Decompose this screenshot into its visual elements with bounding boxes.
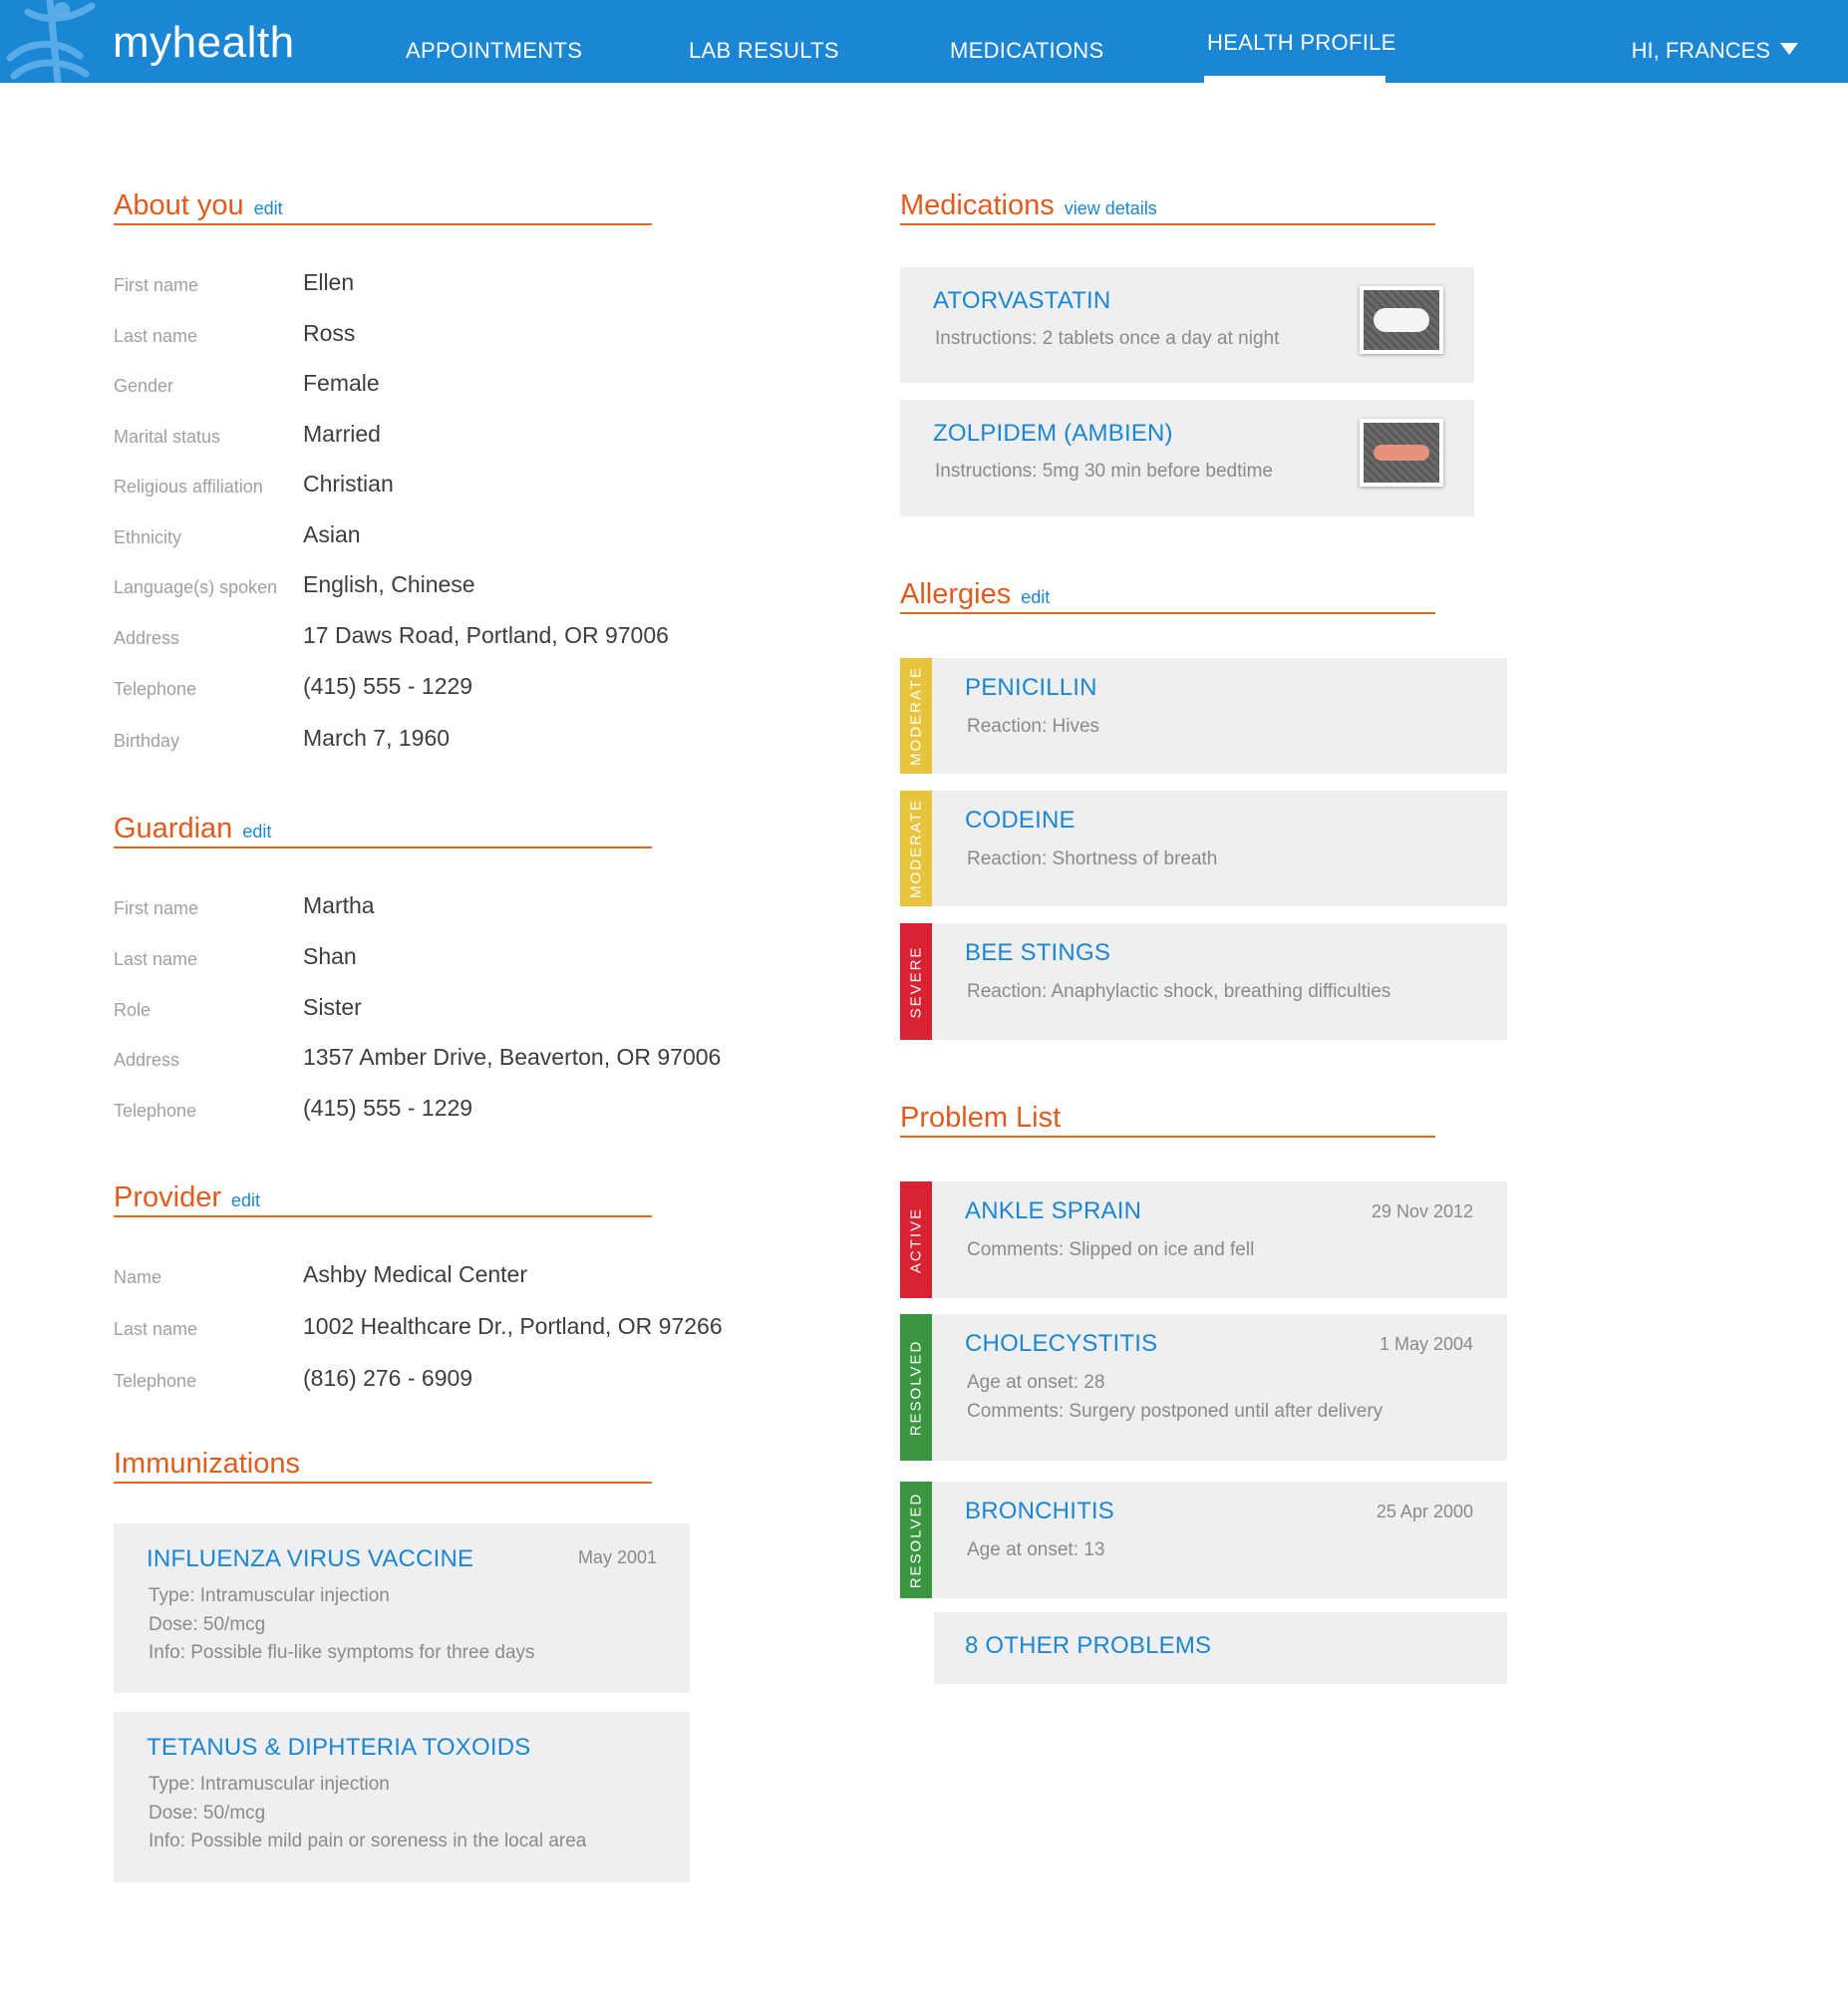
field-label: Address xyxy=(114,1050,180,1070)
field-value: 17 Daws Road, Portland, OR 97006 xyxy=(303,622,669,648)
app-logo-text[interactable]: myhealth xyxy=(113,18,295,67)
field-value: English, Chinese xyxy=(303,571,475,597)
field-label: Telephone xyxy=(114,679,197,699)
field-value: March 7, 1960 xyxy=(303,725,451,751)
view-details-link[interactable]: view details xyxy=(1064,198,1157,218)
immunization-card[interactable] xyxy=(114,1523,690,1693)
problem-list-title: Problem List xyxy=(900,1102,1062,1134)
medications-title: Medications xyxy=(900,189,1055,221)
medications-header xyxy=(900,189,1435,225)
provider-row xyxy=(114,1261,762,1291)
field-value: Asian xyxy=(303,521,361,547)
field-label: Last name xyxy=(114,949,198,969)
field-label: Birthday xyxy=(114,731,180,751)
field-label: Last name xyxy=(114,1319,198,1339)
problem-onset: Age at onset: 28 xyxy=(967,1372,1105,1393)
problem-name: BRONCHITIS xyxy=(965,1498,1115,1524)
immunization-card[interactable] xyxy=(114,1712,690,1882)
about-row xyxy=(114,421,762,451)
field-value: Ashby Medical Center xyxy=(303,1261,527,1287)
field-label: Religious affiliation xyxy=(114,477,263,497)
other-problems-label: 8 OTHER PROBLEMS xyxy=(965,1632,1212,1659)
field-value: Christian xyxy=(303,471,394,497)
problem-name: ANKLE SPRAIN xyxy=(965,1197,1142,1224)
immunizations-header xyxy=(114,1448,652,1484)
status-tag: ACTIVE xyxy=(900,1181,932,1298)
problem-list-header xyxy=(900,1102,1435,1138)
status-tag: RESOLVED xyxy=(900,1482,932,1598)
guardian-edit-link[interactable]: edit xyxy=(242,822,272,841)
problem-comment: Comments: Surgery postponed until after delivery xyxy=(967,1401,1384,1422)
medication-instructions: Instructions: 5mg 30 min before bedtime xyxy=(935,461,1274,482)
immunization-type: Type: Intramuscular injection xyxy=(149,1774,390,1795)
provider-row xyxy=(114,1313,762,1343)
active-tab-indicator xyxy=(1204,76,1386,83)
allergy-reaction: Reaction: Hives xyxy=(967,716,1100,737)
problem-card[interactable] xyxy=(932,1314,1507,1461)
guardian-row xyxy=(114,943,762,973)
allergies-edit-link[interactable]: edit xyxy=(1021,587,1051,607)
about-row xyxy=(114,521,762,551)
chevron-down-icon xyxy=(1780,43,1798,55)
field-value: Female xyxy=(303,370,380,396)
guardian-header xyxy=(114,813,652,848)
severity-tag: SEVERE xyxy=(900,923,932,1040)
field-value: (415) 555 - 1229 xyxy=(303,673,473,699)
about-you-header xyxy=(114,189,652,225)
provider-edit-link[interactable]: edit xyxy=(231,1190,261,1210)
about-you-title: About you xyxy=(114,189,244,221)
field-value: 1357 Amber Drive, Beaverton, OR 97006 xyxy=(303,1044,722,1070)
nav-lab-results[interactable]: LAB RESULTS xyxy=(689,38,839,63)
about-row xyxy=(114,673,762,703)
field-label: Name xyxy=(114,1267,162,1287)
about-row xyxy=(114,622,762,652)
allergy-name: BEE STINGS xyxy=(965,939,1111,966)
allergy-card[interactable] xyxy=(932,791,1507,906)
field-value: (415) 555 - 1229 xyxy=(303,1095,473,1121)
pill-image xyxy=(1360,419,1443,487)
field-value: Married xyxy=(303,421,381,447)
problem-onset: Age at onset: 13 xyxy=(967,1539,1105,1560)
field-label: Marital status xyxy=(114,427,221,447)
problem-date: 29 Nov 2012 xyxy=(1371,1201,1473,1221)
immunization-dose: Dose: 50/mcg xyxy=(149,1803,266,1824)
field-label: Role xyxy=(114,1000,152,1020)
about-row xyxy=(114,571,762,601)
allergy-card[interactable] xyxy=(932,658,1507,774)
guardian-row xyxy=(114,1044,762,1074)
provider-header xyxy=(114,1181,652,1217)
immunization-name: TETANUS & DIPHTERIA TOXOIDS xyxy=(147,1734,531,1761)
about-row xyxy=(114,370,762,400)
user-menu[interactable] xyxy=(1632,38,1798,64)
allergy-reaction: Reaction: Shortness of breath xyxy=(967,848,1218,869)
medication-card[interactable] xyxy=(900,267,1474,383)
other-problems-button[interactable] xyxy=(934,1612,1507,1684)
about-row xyxy=(114,320,762,350)
severity-tag: MODERATE xyxy=(900,658,932,774)
allergy-card[interactable] xyxy=(932,923,1507,1040)
immunizations-title: Immunizations xyxy=(114,1448,300,1480)
field-label: Ethnicity xyxy=(114,527,182,547)
guardian-row xyxy=(114,994,762,1024)
field-value: (816) 276 - 6909 xyxy=(303,1365,473,1391)
field-label: Gender xyxy=(114,376,174,396)
status-tag: RESOLVED xyxy=(900,1314,932,1461)
medication-instructions: Instructions: 2 tablets once a day at night xyxy=(935,328,1280,349)
field-value: 1002 Healthcare Dr., Portland, OR 97266 xyxy=(303,1313,723,1339)
immunization-type: Type: Intramuscular injection xyxy=(149,1585,390,1606)
problem-card[interactable] xyxy=(932,1181,1507,1298)
field-value: Ellen xyxy=(303,269,355,295)
user-greeting: HI, FRANCES xyxy=(1631,38,1770,63)
medication-name: ATORVASTATIN xyxy=(933,287,1111,314)
field-label: First name xyxy=(114,275,199,295)
about-row xyxy=(114,471,762,501)
problem-date: 1 May 2004 xyxy=(1379,1334,1473,1354)
immunization-info: Info: Possible flu-like symptoms for three days xyxy=(149,1642,535,1663)
field-value: Sister xyxy=(303,994,362,1020)
field-value: Ross xyxy=(303,320,356,346)
field-label: Telephone xyxy=(114,1371,197,1391)
about-row xyxy=(114,725,762,755)
immunization-info: Info: Possible mild pain or soreness in the local area xyxy=(149,1831,587,1851)
nav-appointments[interactable]: APPOINTMENTS xyxy=(406,38,583,63)
problem-comment: Comments: Slipped on ice and fell xyxy=(967,1239,1255,1260)
pill-image xyxy=(1360,286,1443,354)
field-label: Last name xyxy=(114,326,198,346)
immunization-date: May 2001 xyxy=(577,1547,657,1567)
allergies-title: Allergies xyxy=(900,578,1012,610)
field-label: Address xyxy=(114,628,180,648)
provider-title: Provider xyxy=(114,1181,221,1213)
field-label: Telephone xyxy=(114,1101,197,1121)
about-you-edit-link[interactable]: edit xyxy=(253,198,283,218)
provider-row xyxy=(114,1365,762,1395)
field-label: Language(s) spoken xyxy=(114,577,278,597)
top-nav-bar xyxy=(0,0,1848,83)
field-value: Shan xyxy=(303,943,357,969)
problem-name: CHOLECYSTITIS xyxy=(965,1330,1158,1357)
allergy-name: CODEINE xyxy=(965,807,1076,834)
about-row xyxy=(114,269,762,299)
nav-health-profile[interactable]: HEALTH PROFILE xyxy=(1207,30,1396,55)
allergy-reaction: Reaction: Anaphylactic shock, breathing difficulties xyxy=(967,981,1391,1002)
guardian-row xyxy=(114,1095,762,1125)
medication-name: ZOLPIDEM (AMBIEN) xyxy=(933,420,1173,447)
field-label: First name xyxy=(114,898,199,918)
field-value: Martha xyxy=(303,892,375,918)
problem-date: 25 Apr 2000 xyxy=(1376,1502,1473,1521)
guardian-title: Guardian xyxy=(114,813,233,844)
caduceus-logo-icon[interactable] xyxy=(0,0,112,83)
nav-medications[interactable]: MEDICATIONS xyxy=(950,38,1104,63)
problem-card[interactable] xyxy=(932,1482,1507,1598)
medication-card[interactable] xyxy=(900,400,1474,516)
immunization-dose: Dose: 50/mcg xyxy=(149,1614,266,1635)
guardian-row xyxy=(114,892,762,922)
severity-tag: MODERATE xyxy=(900,791,932,906)
allergies-header xyxy=(900,578,1435,614)
allergy-name: PENICILLIN xyxy=(965,674,1097,701)
immunization-name: INFLUENZA VIRUS VACCINE xyxy=(147,1545,474,1572)
